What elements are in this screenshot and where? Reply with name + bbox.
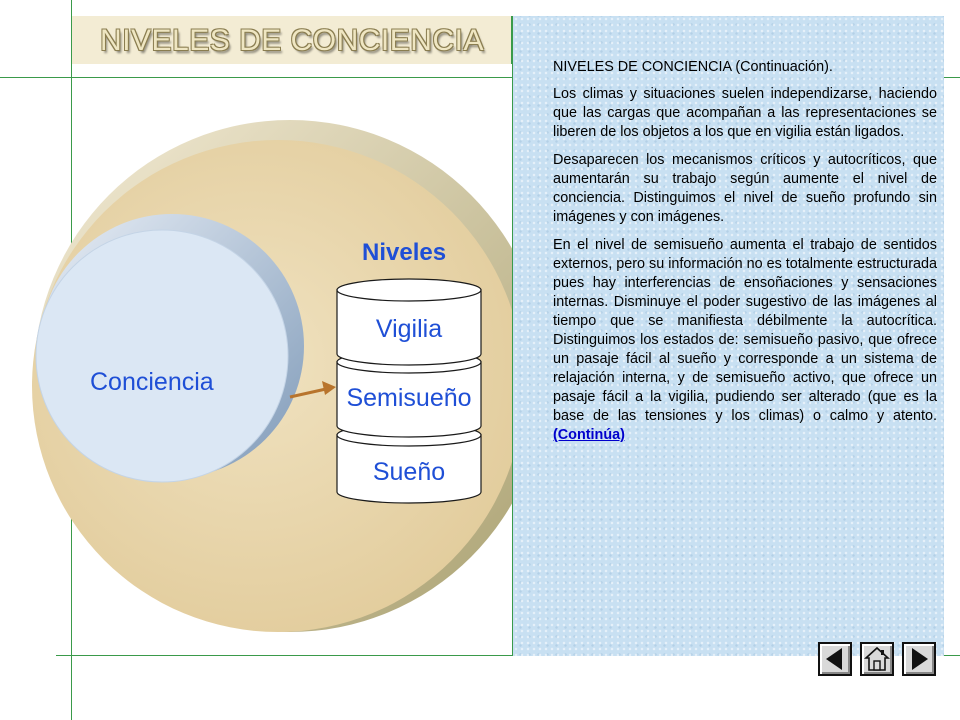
panel-heading: NIVELES DE CONCIENCIA (Continuación). [553,59,833,75]
continue-link[interactable]: (Continúa) [553,427,625,443]
level-label-semisueno: Semisueño [346,384,472,412]
back-button[interactable] [818,642,852,676]
levels-heading: Niveles [362,239,447,266]
home-button[interactable] [860,642,894,676]
panel-paragraph-3-text: En el nivel de semisueño aumenta el trabajo de sentidos externos, pero su información no es totalmente estructurada pues hay interferencias de ensoñaciones y sensaciones internas. Disminuye el poder sugestivo de las imágenes al tiempo que se manifiesta débilmente la autocrítica. Distinguimos los estados de: semisueño pasivo, que ofrece un pasaje fácil al sueño y corresponde a un sistema de relajación interna, y de semisueño activo, que ofrece un pasaje fácil a la vigilia, pudiendo ser alterado (que es la base de las tensiones y los climas) o calmo y atento. [553,237,937,424]
level-label-vigilia: Vigilia [375,315,443,343]
panel-paragraph-2: Desaparecen los mecanismos críticos y autocríticos, que aumentarán su trabajo según aumente el nivel de conciencia. Distinguimos el nivel de sueño profundo sin imágenes y con imágenes. [553,152,937,225]
conciencia-circle [36,230,288,482]
triangle-left-icon [820,644,850,674]
conciencia-label: Conciencia [90,368,214,396]
panel-content [553,58,937,454]
text-panel [512,16,944,656]
triangle-right-icon [904,644,934,674]
home-icon [862,644,892,674]
forward-button[interactable] [902,642,936,676]
panel-paragraph-1: Los climas y situaciones suelen independizarse, haciendo que las cargas que acompañan a las representaciones se liberen de los objetos a los que en vigilia están ligados. [553,86,937,140]
panel-paragraph-3 [553,236,937,445]
page-title: NIVELES DE CONCIENCIA [100,24,484,57]
level-label-sueno: Sueño [372,458,446,486]
